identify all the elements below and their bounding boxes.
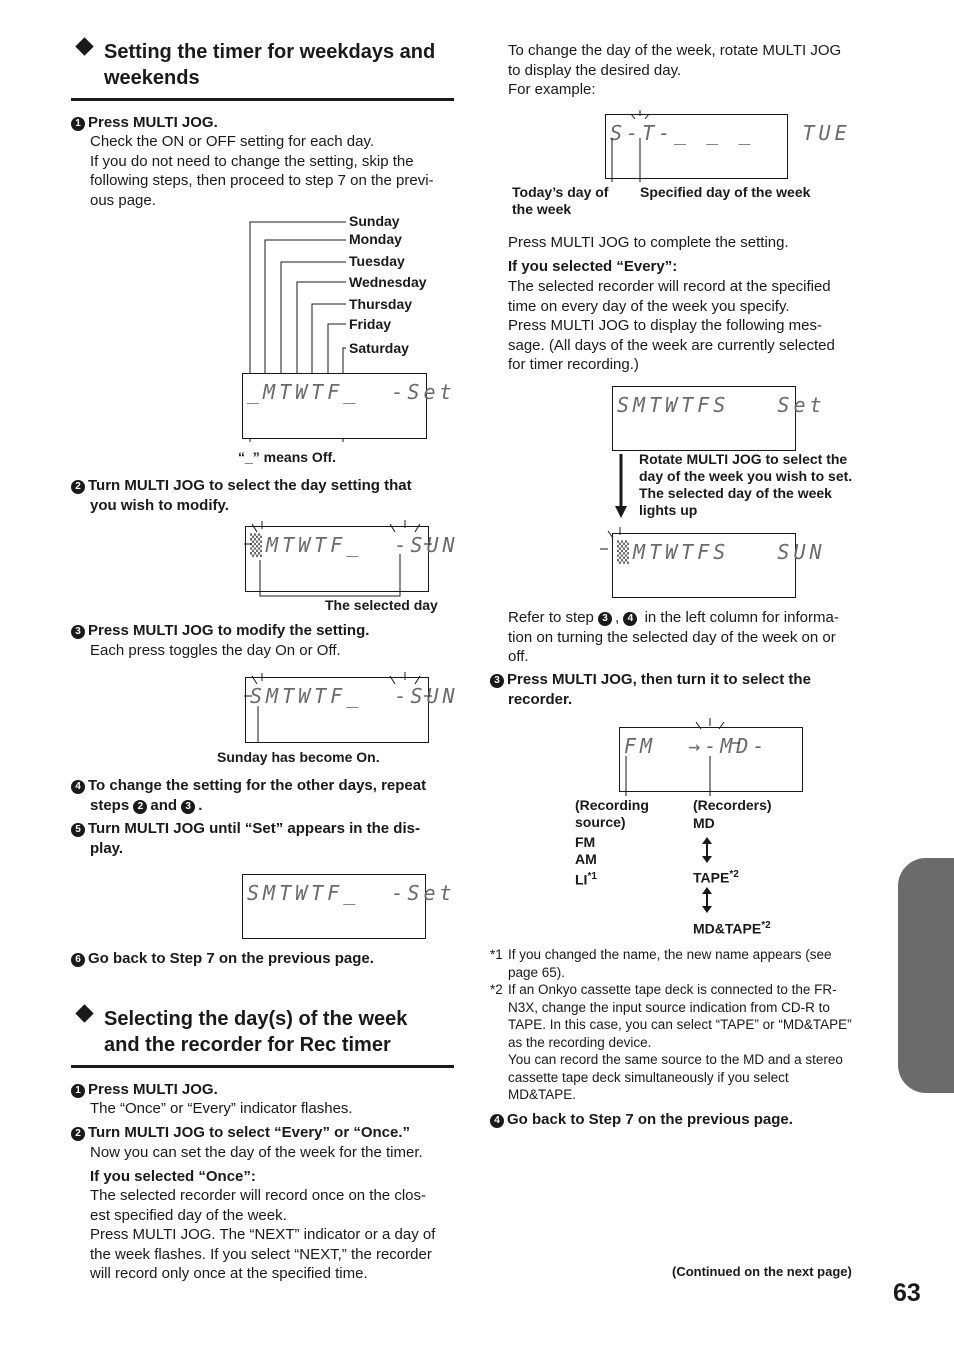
footnote-1: If you changed the name, the new name appears (see page 65). [508,947,832,980]
once-body: The selected recorder will record once on the clos- est specified day of the week. Press MULTI JOG. The “NEXT” indicator or a day of the week flashes. If you select “NEXT,” the recorder will record only once at the specified time. [90,1187,436,1282]
step-5-title: 5 Turn MULTI JOG until “Set” appears in the dis- play. [71,819,461,858]
day-label-tuesday: Tuesday [349,253,405,269]
lcd-display-4: SMTWTF_ -Set [242,874,426,939]
source-fm: FM [575,834,596,850]
selected-day-label: The selected day [325,597,438,613]
source-li: LI$^{*1}$ [575,871,597,888]
s2-step-1-title: 1 Press MULTI JOG. [71,1080,218,1100]
step-1-body: Check the ON or OFF setting for each day. If you do not need to change the setting, skip the following steps, then proceed to step 7 on the previ- ous page. [90,133,434,209]
source-label: (Recording source) [575,797,649,830]
lcd-display-8: FM →-MD- [619,727,803,792]
section-title-2: Selecting the day(s) of the week and the recorder for Rec timer [104,1008,408,1056]
step-6-title: 6 Go back to Step 7 on the previous page. [71,949,374,969]
day-label-sunday: Sunday [349,213,400,229]
every-title: If you selected “Every”: [508,258,678,275]
side-tab [898,858,954,1093]
up-down-arrow-icon [700,836,714,864]
recorder-md-tape: MD&TAPE$^{*2}$ [693,920,771,937]
sunday-on-leader [240,670,440,750]
footnote-2: If an Onkyo cassette tape deck is connected to the FR- N3X, change the input source indication from CD-R to TAPE. In this case, you can select “TAPE” or “MD&TAPE” as the recording device. You can record the same source to the MD and a stereo cassette tape deck simultaneously if you select MD&TAPE. [508,982,852,1102]
section-diamond-icon [75,37,93,55]
lcd-display-6: SMTWTFS Set [612,386,796,451]
day-example-leaders [600,108,800,188]
r-step-3-title: 3 Press MULTI JOG, then turn it to select the recorder. [490,670,870,709]
lcd-display-2: ▒MTWTF_ -SUN [245,526,429,592]
up-down-arrow-icon-2 [700,886,714,914]
continued-note: (Continued on the next page) [672,1264,852,1279]
section-rule-2 [71,1065,454,1068]
flash-rays-icon [598,525,638,565]
specified-label: Specified day of the week [640,184,811,200]
s2-step-1-body: The “Once” or “Every” indicator flashes. [90,1100,353,1117]
page-number: 63 [893,1279,921,1307]
section-diamond-icon-2 [75,1004,93,1022]
sunday-on-label: Sunday has become On. [217,749,380,765]
down-arrow-icon [612,452,632,522]
day-label-wednesday: Wednesday [349,274,427,290]
source-am: AM [575,851,597,867]
lcd-display-7: ▒MTWTFS SUN [612,533,796,598]
intro-text: To change the day of the week, rotate MULTI JOG to display the desired day. For example: [508,42,842,98]
step-1-title: 1 Press MULTI JOG. [71,113,218,133]
s2-step-2-body: Now you can set the day of the week for the timer. [90,1144,423,1161]
step-2-title: 2 Turn MULTI JOG to select the day setting that you wish to modify. [71,476,461,515]
s2-step-2-title: 2 Turn MULTI JOG to select “Every” or “Once.” [71,1123,410,1143]
recorder-md: MD [693,815,715,831]
once-title: If you selected “Once”: [90,1168,256,1185]
lcd-display-3: SMTWTF_ -SUN [245,677,429,743]
selected-day-leader [240,518,440,600]
day-label-friday: Friday [349,316,392,332]
footnote-1-mark: *1 [490,947,503,962]
step-3-title: 3 Press MULTI JOG to modify the setting. [71,621,369,641]
recorder-leaders [614,716,754,800]
section-rule-1 [71,98,454,101]
complete-text: Press MULTI JOG to complete the setting. [508,234,789,251]
day-label-saturday: Saturday [349,340,409,356]
section-title-1: Setting the timer for weekdays and weekends [104,41,436,89]
today-label: Today’s day of the week [512,184,609,217]
rotate-note: Rotate MULTI JOG to select the day of the week you wish to set. The selected day of the week lights up [639,451,853,518]
r-step-4-title: 4 Go back to Step 7 on the previous page. [490,1110,793,1130]
refer-text: Refer to step 3 , 4 in the left column for informa- tion on turning the selected day of the week on or off. [508,609,839,665]
step-3-body: Each press toggles the day On or Off. [90,642,341,659]
day-label-thursday: Thursday [349,296,413,312]
footnote-2-mark: *2 [490,982,503,997]
lcd-display-5: S-T-_ _ _ TUE [605,114,788,179]
lcd-display-1: _MTWTF_ -Set [242,373,427,439]
source-list [575,834,597,889]
means-off-label: “_” means Off. [238,449,337,465]
day-label-monday: Monday [349,231,402,247]
recorder-tape: TAPE$^{*2}$ [693,869,739,886]
step-4-title: 4 To change the setting for the other days, repeat steps 2 and 3 . [71,776,461,815]
recorders-label: (Recorders) [693,797,772,813]
every-body: The selected recorder will record at the specified time on every day of the week you specify. Press MULTI JOG to display the following mes- sage. (All days of the week are currently selected for timer recording.) [508,278,835,373]
